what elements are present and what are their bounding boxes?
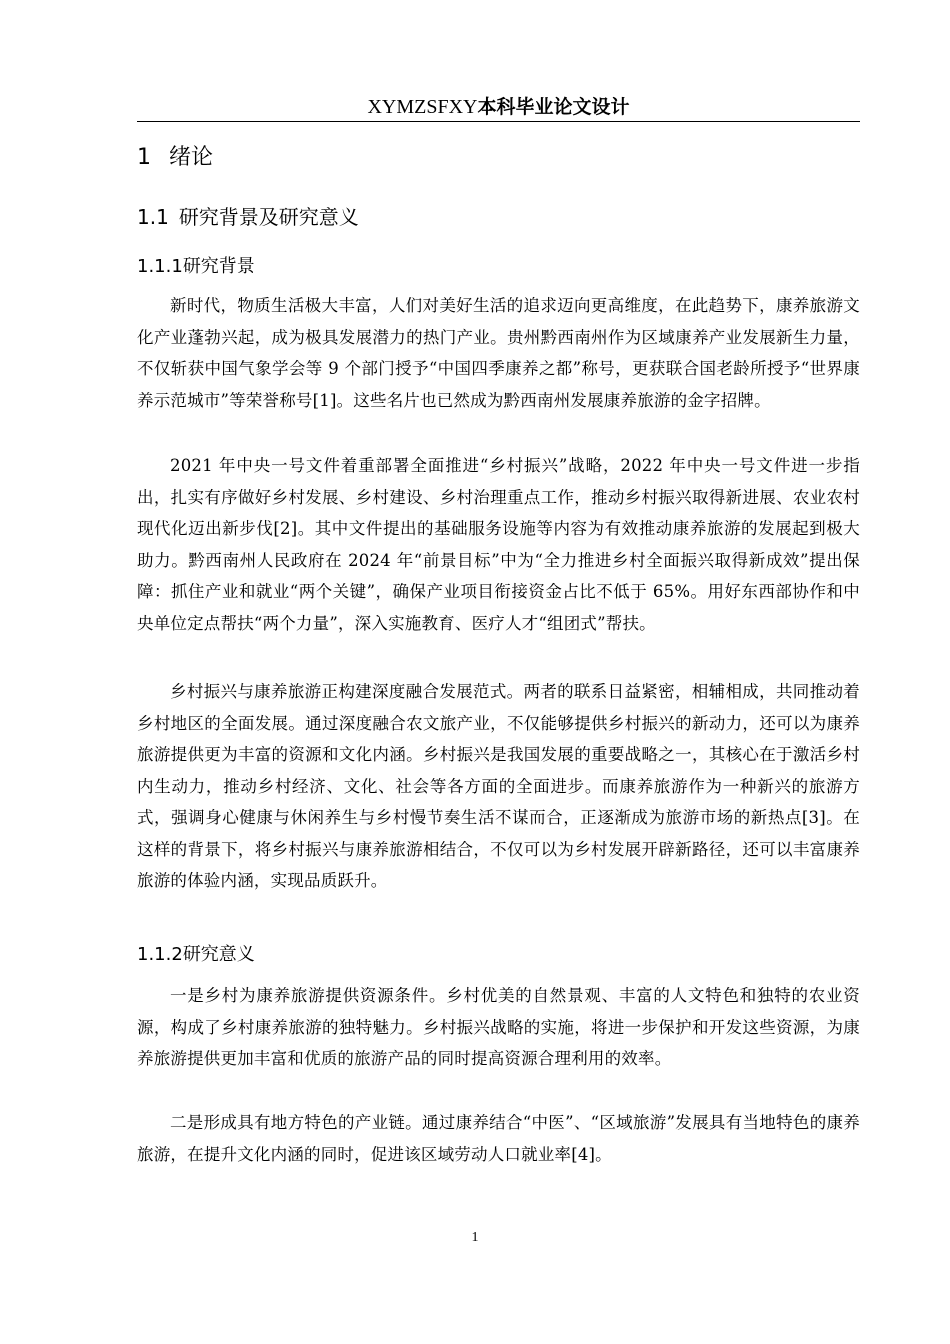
section-heading <box>137 202 359 232</box>
paragraph: 2021 年中央一号文件着重部署全面推进“乡村振兴”战略，2022 年中央一号文件进一步指出，扎实有序做好乡村发展、乡村建设、乡村治理重点工作，推动乡村振兴取得新进展、农业农村现代化迈出新步伐[2]。其中文件提出的基础服务设施等内容为有效推动康养旅游的发展起到极大助力。黔西南州人民政府在 2024 年“前景目标”中为“全力推进乡村全面振兴取得新成效”提出保障：抓住产业和就业“两个关键”，确保产业项目衔接资金占比不低于 65%。用好东西部协作和中央单位定点帮扶“两个力量”，深入实施教育、医疗人才“组团式”帮扶。 <box>137 456 860 633</box>
subsection-number: 1.1.2 <box>137 944 183 965</box>
header-title: 本科毕业论文设计 <box>477 96 630 118</box>
subsection-heading-background <box>137 253 255 281</box>
subsection-number: 1.1.1 <box>137 256 183 277</box>
paragraph: 乡村振兴与康养旅游正构建深度融合发展范式。两者的联系日益紧密，相辅相成，共同推动着乡村地区的全面发展。通过深度融合农文旅产业，不仅能够提供乡村振兴的新动力，还可以为康养旅游提供更为丰富的资源和文化内涵。乡村振兴是我国发展的重要战略之一，其核心在于激活乡村内生动力，推动乡村经济、文化、社会等各方面的全面进步。而康养旅游作为一种新兴的旅游方式，强调身心健康与休闲养生与乡村慢节奏生活不谋而合，正逐渐成为旅游市场的新热点[3]。在这样的背景下，将乡村振兴与康养旅游相结合，不仅可以为乡村发展开辟新路径，还可以丰富康养旅游的体验内涵，实现品质跃升。 <box>137 682 860 890</box>
subsection-title: 研究背景 <box>182 256 255 277</box>
subsection-title: 研究意义 <box>182 944 255 965</box>
chapter-heading <box>137 142 213 174</box>
page-header <box>137 93 860 122</box>
section-title: 研究背景及研究意义 <box>178 205 359 229</box>
paragraph: 新时代，物质生活极大丰富，人们对美好生活的追求迈向更高维度，在此趋势下，康养旅游文化产业蓬勃兴起，成为极具发展潜力的热门产业。贵州黔西南州作为区域康养产业发展新生力量，不仅斩获中国气象学会等 9 个部门授予“中国四季康养之都”称号，更获联合国老龄所授予“世界康养示范城市”等荣誉称号[1]。这些名片也已然成为黔西南州发展康养旅游的金字招牌。 <box>137 296 860 410</box>
chapter-number: 1 <box>137 145 151 170</box>
section-number: 1.1 <box>137 205 169 229</box>
paragraph: 二是形成具有地方特色的产业链。通过康养结合“中医”、“区域旅游”发展具有当地特色的康养旅游，在提升文化内涵的同时，促进该区域劳动人口就业率[4]。 <box>137 1113 860 1164</box>
chapter-title: 绪论 <box>169 145 214 170</box>
header-code: XYMZSFXY <box>367 96 478 118</box>
subsection-heading-significance <box>137 941 255 969</box>
page-number: 1 <box>471 1230 479 1245</box>
paragraph: 一是乡村为康养旅游提供资源条件。乡村优美的自然景观、丰富的人文特色和独特的农业资源，构成了乡村康养旅游的独特魅力。乡村振兴战略的实施，将进一步保护和开发这些资源，为康养旅游提供更加丰富和优质的旅游产品的同时提高资源合理利用的效率。 <box>137 986 860 1068</box>
